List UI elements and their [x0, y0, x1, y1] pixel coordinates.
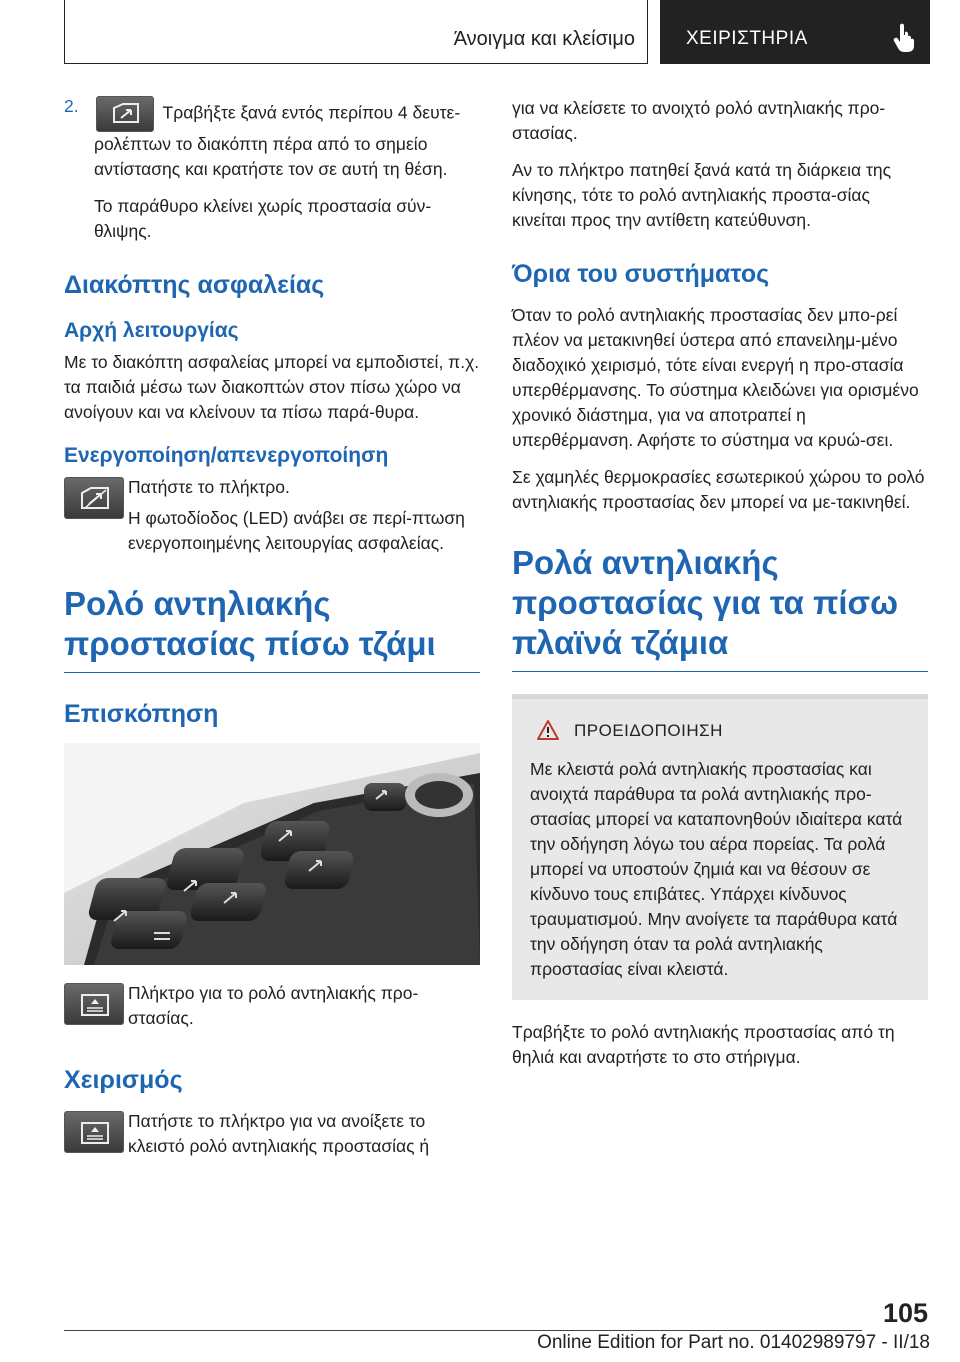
header-section-box: [64, 0, 648, 64]
window-lock-icon: [79, 486, 111, 512]
heading-rear-window-blind: Ρολό αντηλιακής προστασίας πίσω τζάμι: [64, 584, 480, 673]
step-note: Το παράθυρο κλείνει χωρίς προστασία σύν‐θλιψης.: [94, 196, 432, 241]
warning-header: [530, 721, 910, 747]
footer-divider: [64, 1330, 862, 1331]
heading-overview: Επισκόπηση: [64, 700, 219, 728]
overview-button-text: Πλήκτρο για το ρολό αντηλιακής προ‐στασίας.: [128, 983, 419, 1028]
heading-side-window-blinds: Ρολά αντηλιακής προστασίας για τα πίσω πλαϊνά τζάμια: [512, 543, 928, 672]
warning-title: ΠΡΟΕΙΔΟΠΟΙΗΣΗ: [574, 721, 723, 740]
window-arrow-icon: [111, 102, 141, 126]
heading-operation: Χειρισμός: [64, 1066, 183, 1094]
activation-press-text: Πατήστε το πλήκτρο.: [128, 477, 290, 497]
operation-continued-text: για να κλείσετε το ανοιχτό ρολό αντηλιακής προ‐στασίας.: [512, 98, 886, 143]
limits-text: Όταν το ρολό αντηλιακής προστασίας δεν μπο‐ρεί πλέον να μετακινηθεί ύστερα από επανειλημ‐μένο διαδοχικό χειρισμό, τότε είναι ενεργή η προ‐στασία υπερθέρμανσης. Το σύστημα κλειδώνει για ορισμένο χρονικό διάστημα, για να αποτραπεί η υπερθέρμανση. Αφήστε το σύστημα να κρυώ‐σει.: [512, 305, 919, 450]
activation-led-text: Η φωτοδίοδος (LED) ανάβει σε περί‐πτωση ενεργοποιημένης λειτουργίας ασφαλείας.: [128, 508, 465, 553]
heading-safety-switch: Διακόπτης ασφαλείας: [64, 271, 325, 299]
blind-button-image: [64, 983, 124, 1025]
safety-switch-button-image: [64, 477, 124, 519]
warning-text: Με κλειστά ρολά αντηλιακής προστασίας και ανοιχτά παράθυρα τα ρολά αντηλιακής προ‐στασίας μπορεί να καταπονηθούν ιδιαίτερα κατά την οδήγηση λόγω του αέρα πορείας. Τα ρολά μπορεί να υποστούν ζημιά και να θέσουν σε κίνδυνο τους επιβάτες. Υπάρχει κίνδυνος τραυματισμού. Μην ανοίγετε τα παράθυρα κατά την οδήγηση όταν τα ρολά αντηλιακής προστασίας είναι κλειστά.: [530, 759, 903, 979]
door-switch-panel-photo: [64, 743, 480, 965]
left-column: [64, 96, 480, 1165]
warning-triangle-icon: [536, 719, 560, 741]
sunblind-icon: [79, 992, 111, 1018]
hand-pointer-icon: [892, 22, 918, 52]
header-chapter-title: ΧΕΙΡΙΣΤΗΡΙΑ: [686, 28, 808, 49]
footer-edition: Online Edition for Part no. 01402989797 - II/18: [537, 1332, 930, 1353]
pull-blind-text: Τραβήξτε το ρολό αντηλιακής προστασίας από τη θηλιά και αναρτήστε το στο στήριγμα.: [512, 1022, 895, 1067]
heading-principle: Αρχή λειτουργίας: [64, 319, 239, 342]
header-chapter-box: [660, 0, 930, 64]
activation-row: [64, 475, 480, 556]
heading-activation: Ενεργοποίηση/απενεργοποίηση: [64, 444, 389, 467]
overview-button-row: [64, 981, 480, 1031]
operation-again-text: Αν το πλήκτρο πατηθεί ξανά κατά τη διάρκεια της κίνησης, τότε το ρολό αντηλιακής προστα‐σίας κινείται προς την αντίθετη κατεύθυνση.: [512, 160, 892, 230]
principle-text: Με το διακόπτη ασφαλείας μπορεί να εμποδιστεί, π.χ. τα παιδιά μέσω των διακοπτών στον πίσω χώρο να ανοίγουν και να κλείνουν τα πίσω παρά‐θυρα.: [64, 352, 480, 422]
step-text: Τραβήξτε ξανά εντός περίπου 4 δευτε‐ρολέπτων το διακόπτη πέρα από το σημείο αντίστασης και κρατήστε τον σε αυτή τη θέση.: [94, 102, 461, 179]
warning-box: [512, 694, 928, 1000]
operation-row: [64, 1109, 480, 1159]
window-switch-button-image: [96, 96, 154, 132]
page-number: 105: [882, 1298, 928, 1328]
page-header: [64, 0, 930, 66]
right-column: [512, 96, 928, 1082]
header-section-title: Άνοιγμα και κλείσιμο: [453, 28, 635, 50]
sunblind-icon: [79, 1120, 111, 1146]
heading-system-limits: Όρια του συστήματος: [512, 260, 770, 288]
step-number: 2.: [64, 96, 79, 116]
blind-button-image-2: [64, 1111, 124, 1153]
step-item: [64, 96, 480, 182]
limits-cold-text: Σε χαμηλές θερμοκρασίες εσωτερικού χώρου το ρολό αντηλιακής προστασίας δεν μπορεί να με‐τακινηθεί.: [512, 467, 925, 512]
operation-text: Πατήστε το πλήκτρο για να ανοίξετε το κλειστό ρολό αντηλιακής προστασίας ή: [128, 1111, 430, 1156]
